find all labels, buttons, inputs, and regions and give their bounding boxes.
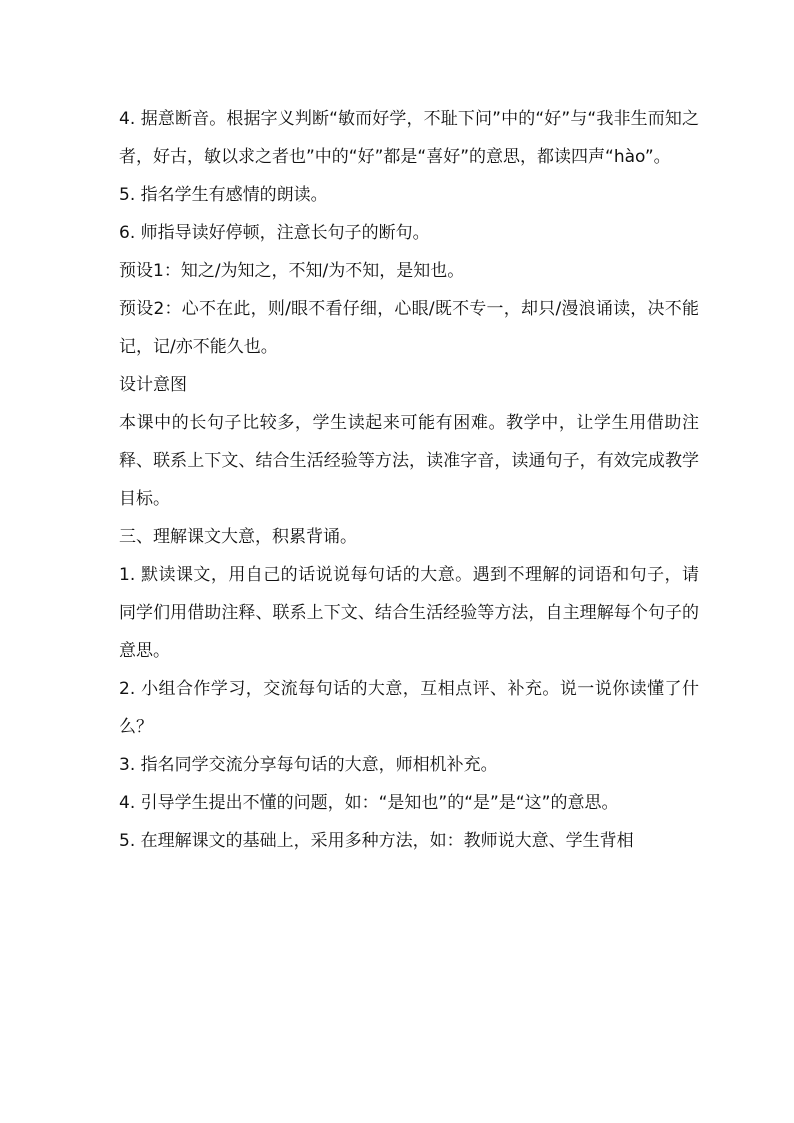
section-heading-design-intent: 设计意图 [119,375,187,395]
paragraph-part3-step-4: 4. 引导学生提出不懂的问题，如：“是知也”的“是”是“这”的意思。 [119,793,619,813]
paragraph-part3-step-2: 2. 小组合作学习，交流每句话的大意，互相点评、补充。说一说你读懂了什么？ [119,679,699,737]
paragraph-design-intent: 本课中的长句子比较多，学生读起来可能有困难。教学中，让学生用借助注释、联系上下文、结合生活经验等方法，读准字音，读通句子，有效完成教学目标。 [119,413,699,509]
section-heading-part-3: 三、理解课文大意，积累背诵。 [119,527,357,547]
paragraph-preset-1: 预设1：知之/为知之，不知/为不知，是知也。 [119,261,465,281]
paragraph-part3-step-5: 5. 在理解课文的基础上，采用多种方法，如：教师说大意、学生背相 [119,831,634,851]
paragraph-part3-step-3: 3. 指名同学交流分享每句话的大意，师相机补充。 [119,755,498,775]
paragraph-step-6-pausing: 6. 师指导读好停顿，注意长句子的断句。 [119,223,430,243]
document-body [119,100,699,860]
paragraph-step-4-pronunciation: 4. 据意断音。根据字义判断“敏而好学，不耻下问”中的“好”与“我非生而知之者，好古，敏以求之者也”中的“好”都是“喜好”的意思，都读四声“hào”。 [119,109,699,167]
paragraph-step-5-reading: 5. 指名学生有感情的朗读。 [119,185,328,205]
paragraph-preset-2: 预设2：心不在此，则/眼不看仔细，心眼/既不专一，却只/漫浪诵读，决不能记，记/亦不能久也。 [119,299,699,357]
paragraph-part3-step-1: 1. 默读课文，用自己的话说说每句话的大意。遇到不理解的词语和句子，请同学们用借助注释、联系上下文、结合生活经验等方法，自主理解每个句子的意思。 [119,565,699,661]
